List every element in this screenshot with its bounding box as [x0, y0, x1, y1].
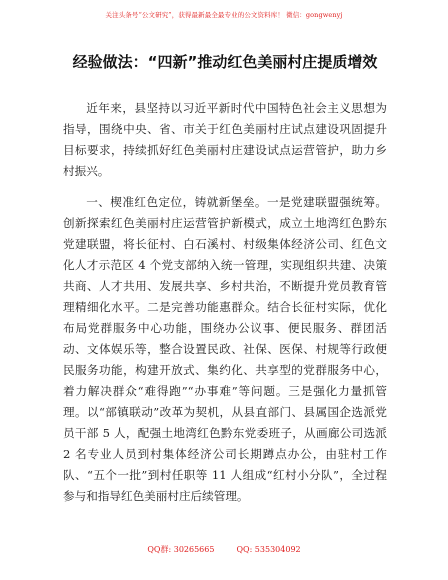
page-title: 经验做法：“四新”推动红色美丽村庄提质增效 — [72, 53, 378, 71]
header-banner: 关注头条号“公文研究”，获得最新最全最专业的公文资料库！ 微信：gongwenyj — [105, 11, 343, 19]
article-body — [63, 98, 387, 507]
footer-qq: QQ: 535304092 — [236, 545, 301, 554]
footer-qq-group: QQ群: 30265665 — [147, 545, 215, 554]
paragraph-intro: 近年来，县坚持以习近平新时代中国特色社会主义思想为指导，围绕中央、省、市关于红色美丽村庄试点建设巩固提升目标要求，持续抓好红色美丽村庄建设试点运营管护，助力乡村振兴。 — [63, 101, 387, 178]
paragraph-section-1: 一、楔准红色定位，铸就新堡垒。一是党建联盟强统筹。创新探索红色美丽村庄运营管护新模式，成立土地湾红色黔东党建联盟，将长征村、白石溪村、村级集体经济公司、红色文化人才示范区 4 个党支部纳入统一管理，实现组织共建、决策共商、人才共用、发展共享、乡村共治，不断提升党员教育管理精细化水平。二是完善功能惠群众。结合长征村实际，优化布局党群服务中心功能，围绕办公议事、便民服务、群团活动、文体娱乐等，整合设置民政、社保、医保、村规等行政便民服务功能，构建开放式、集约化、共享型的党群服务中心，着力解决群众“难得跑”“办事难”等问题。三是强化力量抓管理。以“部镇联动”改革为契机，从县直部门、县属国企选派党员干部 5 人，配强土地湾红色黔东党委班子，从画廊公司选派 2 名专业人员到村集体经济公司长期蹲点办公，由驻村工作队、“五个一批”到村任职等 11 人组成“红村小分队”，全过程参与和指导红色美丽村庄后续管理。 — [63, 195, 387, 503]
footer-contact — [0, 544, 448, 555]
